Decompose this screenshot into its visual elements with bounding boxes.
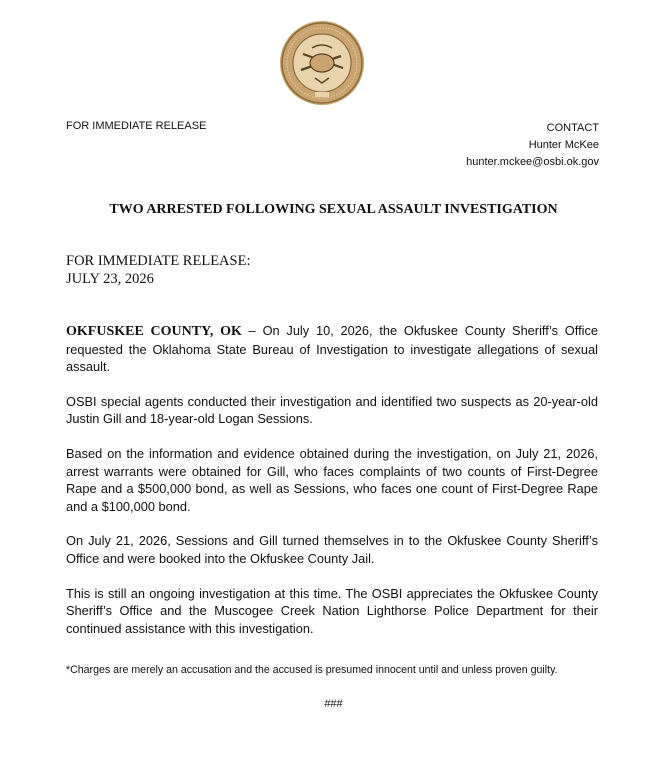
- contact-name: Hunter McKee: [528, 139, 599, 151]
- press-release-body: [66, 322, 598, 654]
- headline: TWO ARRESTED FOLLOWING SEXUAL ASSAULT INVESTIGATION: [109, 202, 558, 217]
- contact-label: CONTACT: [546, 122, 599, 134]
- osbi-seal-logo: [279, 20, 365, 106]
- end-mark: ###: [324, 698, 343, 710]
- paragraph-3: Based on the information and evidence obtained during the investigation, on July 21, 2026, arrest warrants were obtained for Gill, who faces complaints of two counts of First-Degree Rape and a $500,000 bond, as well as Sessions, who faces one count of First-Degree Rape and a $100,000 bond.: [66, 445, 598, 514]
- contact-email[interactable]: hunter.mckee@osbi.ok.gov: [466, 156, 599, 168]
- release-block: [66, 252, 250, 288]
- paragraph-5: This is still an ongoing investigation at this time. The OSBI appreciates the Okfuskee County Sheriff’s Office and the Muscogee Creek Nation Lighthorse Police Department for their continued assistance with this investigation.: [66, 585, 598, 636]
- paragraph-4: On July 21, 2026, Sessions and Gill turned themselves in to the Okfuskee County Sheriff’s Office and were booked into the Okfuskee County Jail.: [66, 533, 598, 566]
- paragraph-2: OSBI special agents conducted their investigation and identified two suspects as 20-year-old Justin Gill and 18-year-old Logan Sessions.: [66, 393, 598, 427]
- release-notice: FOR IMMEDIATE RELEASE: [66, 120, 207, 132]
- charges-disclaimer: *Charges are merely an accusation and the accused is presumed innocent until and unless proven guilty.: [66, 664, 558, 676]
- release-date: JULY 23, 2026: [66, 271, 154, 287]
- paragraph-1: [66, 322, 598, 376]
- contact-block: [466, 120, 599, 171]
- paragraph-1-text: – On July 10, 2026, the Okfuskee County Sheriff’s Office requested the Oklahoma State Bureau of Investigation to investigate allegations of sexual assault.: [66, 323, 598, 375]
- release-label: FOR IMMEDIATE RELEASE:: [66, 253, 251, 269]
- dateline: OKFUSKEE COUNTY, OK: [66, 324, 242, 339]
